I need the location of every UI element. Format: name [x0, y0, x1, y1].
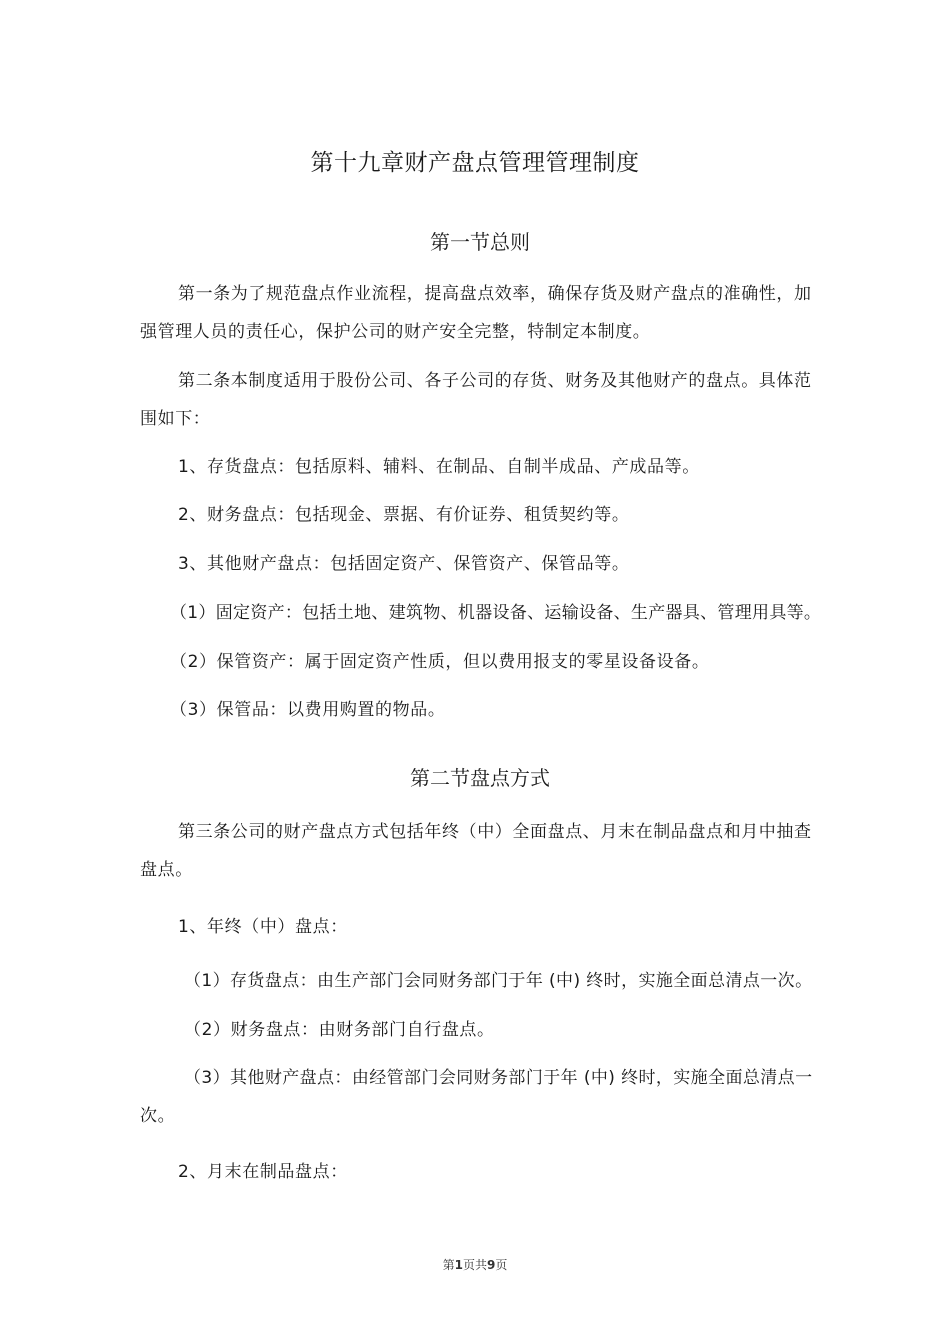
method-sub-finance: （2）财务盘点：由财务部门自行盘点。	[184, 1020, 495, 1040]
footer-page-number: 1	[454, 1258, 463, 1272]
article2-line2: 围如下：	[140, 409, 211, 429]
scope-item-other: 3、其他财产盘点：包括固定资产、保管资产、保管品等。	[178, 554, 630, 574]
scope-sub-custody-assets: （2）保管资产：属于固定资产性质，但以费用报支的零星设备设备。	[170, 652, 710, 672]
scope-sub-custody-items: （3）保管品：以费用购置的物品。	[170, 700, 446, 720]
article1-line1: 第一条为了规范盘点作业流程，提高盘点效率，确保存货及财产盘点的准确性，加	[178, 284, 812, 304]
method-sub-other-line1: （3）其他财产盘点：由经管部门会同财务部门于年 (中) 终时，实施全面总清点一	[184, 1068, 813, 1088]
article3-line2: 盘点。	[140, 860, 193, 880]
footer-suffix: 页	[495, 1258, 508, 1272]
method-sub-other-line2: 次。	[140, 1106, 176, 1126]
scope-item-inventory: 1、存货盘点：包括原料、辅料、在制品、自制半成品、产成品等。	[178, 457, 700, 477]
footer-middle: 页共	[462, 1258, 487, 1272]
footer-prefix: 第	[442, 1258, 455, 1272]
section-heading-general: 第一节总则	[430, 230, 530, 254]
document-title: 第十九章财产盘点管理管理制度	[310, 150, 640, 176]
method-item-yearend: 1、年终（中）盘点：	[178, 917, 348, 937]
scope-item-finance: 2、财务盘点：包括现金、票据、有价证券、租赁契约等。	[178, 505, 630, 525]
method-item-monthend: 2、月末在制品盘点：	[178, 1162, 348, 1182]
page-footer	[0, 1256, 950, 1273]
scope-sub-fixed-assets: （1）固定资产：包括土地、建筑物、机器设备、运输设备、生产器具、管理用具等。	[170, 603, 822, 623]
footer-total-pages: 9	[487, 1258, 496, 1272]
article1-line2: 强管理人员的责任心，保护公司的财产安全完整，特制定本制度。	[140, 322, 651, 342]
article2-line1: 第二条本制度适用于股份公司、各子公司的存货、财务及其他财产的盘点。具体范	[178, 371, 812, 391]
article3-line1: 第三条公司的财产盘点方式包括年终（中）全面盘点、月末在制品盘点和月中抽查	[178, 822, 812, 842]
section-heading-methods: 第二节盘点方式	[410, 766, 550, 790]
method-sub-inventory: （1）存货盘点：由生产部门会同财务部门于年 (中) 终时，实施全面总清点一次。	[184, 971, 813, 991]
